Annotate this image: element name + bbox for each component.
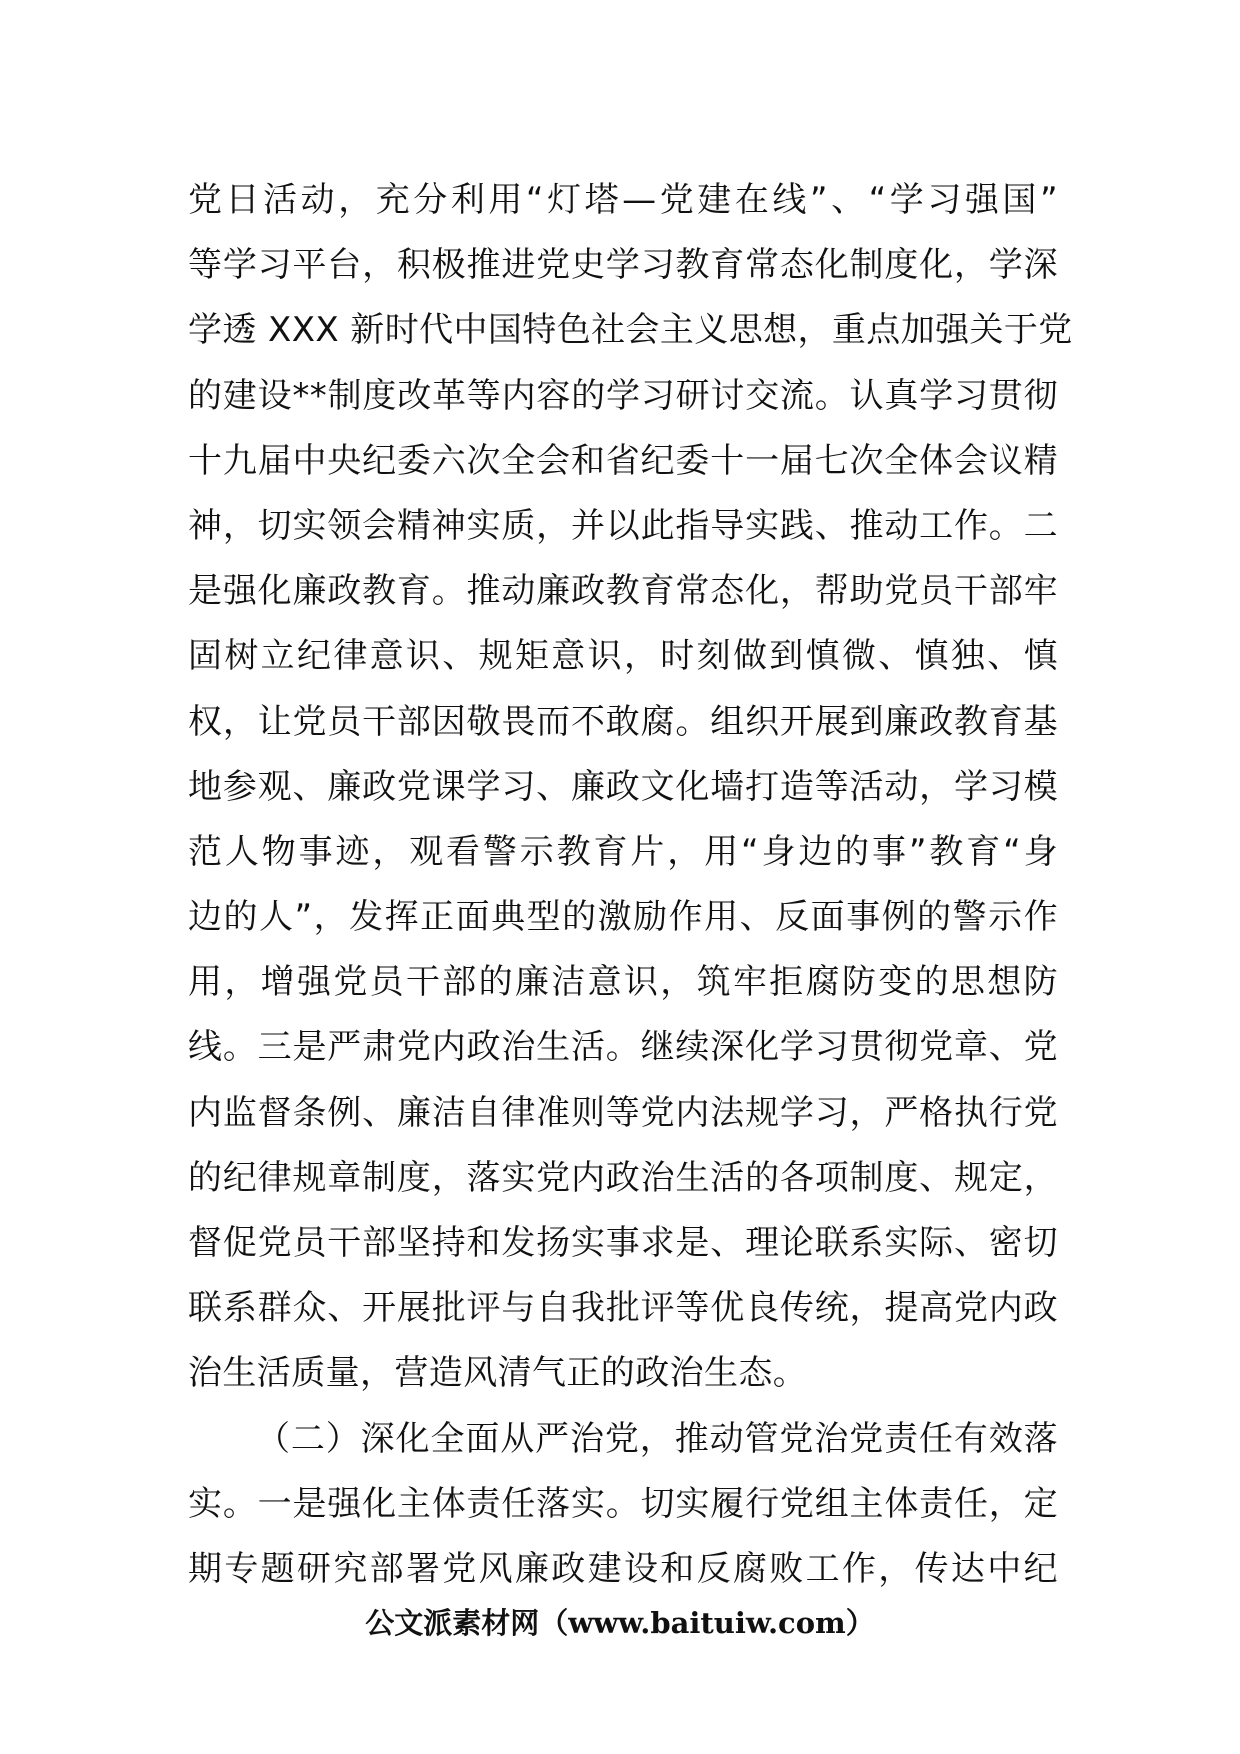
text-line: 神，切实领会精神实质，并以此指导实践、推动工作。二: [188, 505, 1058, 546]
paragraph-2: [188, 1407, 1058, 1603]
text-line: 用，增强党员干部的廉洁意识，筑牢拒腐防变的思想防: [188, 962, 1058, 1003]
text-line: 的纪律规章制度，落实党内政治生活的各项制度、规定，: [188, 1157, 1058, 1198]
footer-watermark: 公文派素材网（www.baituiw.com）: [365, 1606, 875, 1640]
text-line: 治生活质量，营造风清气正的政治生态。: [188, 1353, 808, 1394]
text-line: 权，让党员干部因敬畏而不敢腐。组织开展到廉政教育基: [188, 701, 1058, 742]
document-body: [188, 168, 1073, 1602]
text-line: 边的人”，发挥正面典型的激励作用、反面事例的警示作: [188, 897, 1058, 938]
text-line: 督促党员干部坚持和发扬实事求是、理论联系实际、密切: [188, 1223, 1058, 1263]
text-line: 实。一是强化主体责任落实。切实履行党组主体责任，定: [188, 1483, 1058, 1524]
text-line: 地参观、廉政党课学习、廉政文化墙打造等活动，学习模: [188, 766, 1058, 807]
text-line: 是强化廉政教育。推动廉政教育常态化，帮助党员干部牢: [188, 571, 1058, 612]
text-line: 等学习平台，积极推进党史学习教育常态化制度化，学深: [188, 245, 1058, 286]
section-heading-line: （二）深化全面从严治党，推动管党治党责任有效落: [256, 1418, 1058, 1459]
text-line: 期专题研究部署党风廉政建设和反腐败工作，传达中纪: [188, 1548, 1058, 1589]
text-line: 联系群众、开展批评与自我批评等优良传统，提高党内政: [188, 1288, 1058, 1329]
text-line: 线。三是严肃党内政治生活。继续深化学习贯彻党章、党: [188, 1027, 1058, 1068]
paragraph-1: [188, 168, 1073, 1407]
text-line: 十九届中央纪委六次全会和省纪委十一届七次全体会议精: [188, 440, 1058, 481]
text-line: 内监督条例、廉洁自律准则等党内法规学习，严格执行党: [188, 1092, 1058, 1133]
text-line: 范人物事迹，观看警示教育片，用“身边的事”教育“身: [188, 831, 1058, 872]
text-line: 的建设**制度改革等内容的学习研讨交流。认真学习贯彻: [188, 375, 1058, 416]
text-line: 固树立纪律意识、规矩意识，时刻做到慎微、慎独、慎: [188, 636, 1058, 677]
text-line: 学透 XXX 新时代中国特色社会主义思想，重点加强关于党: [188, 310, 1073, 351]
text-line: 党日活动，充分利用“灯塔—党建在线”、“学习强国”: [188, 180, 1058, 220]
